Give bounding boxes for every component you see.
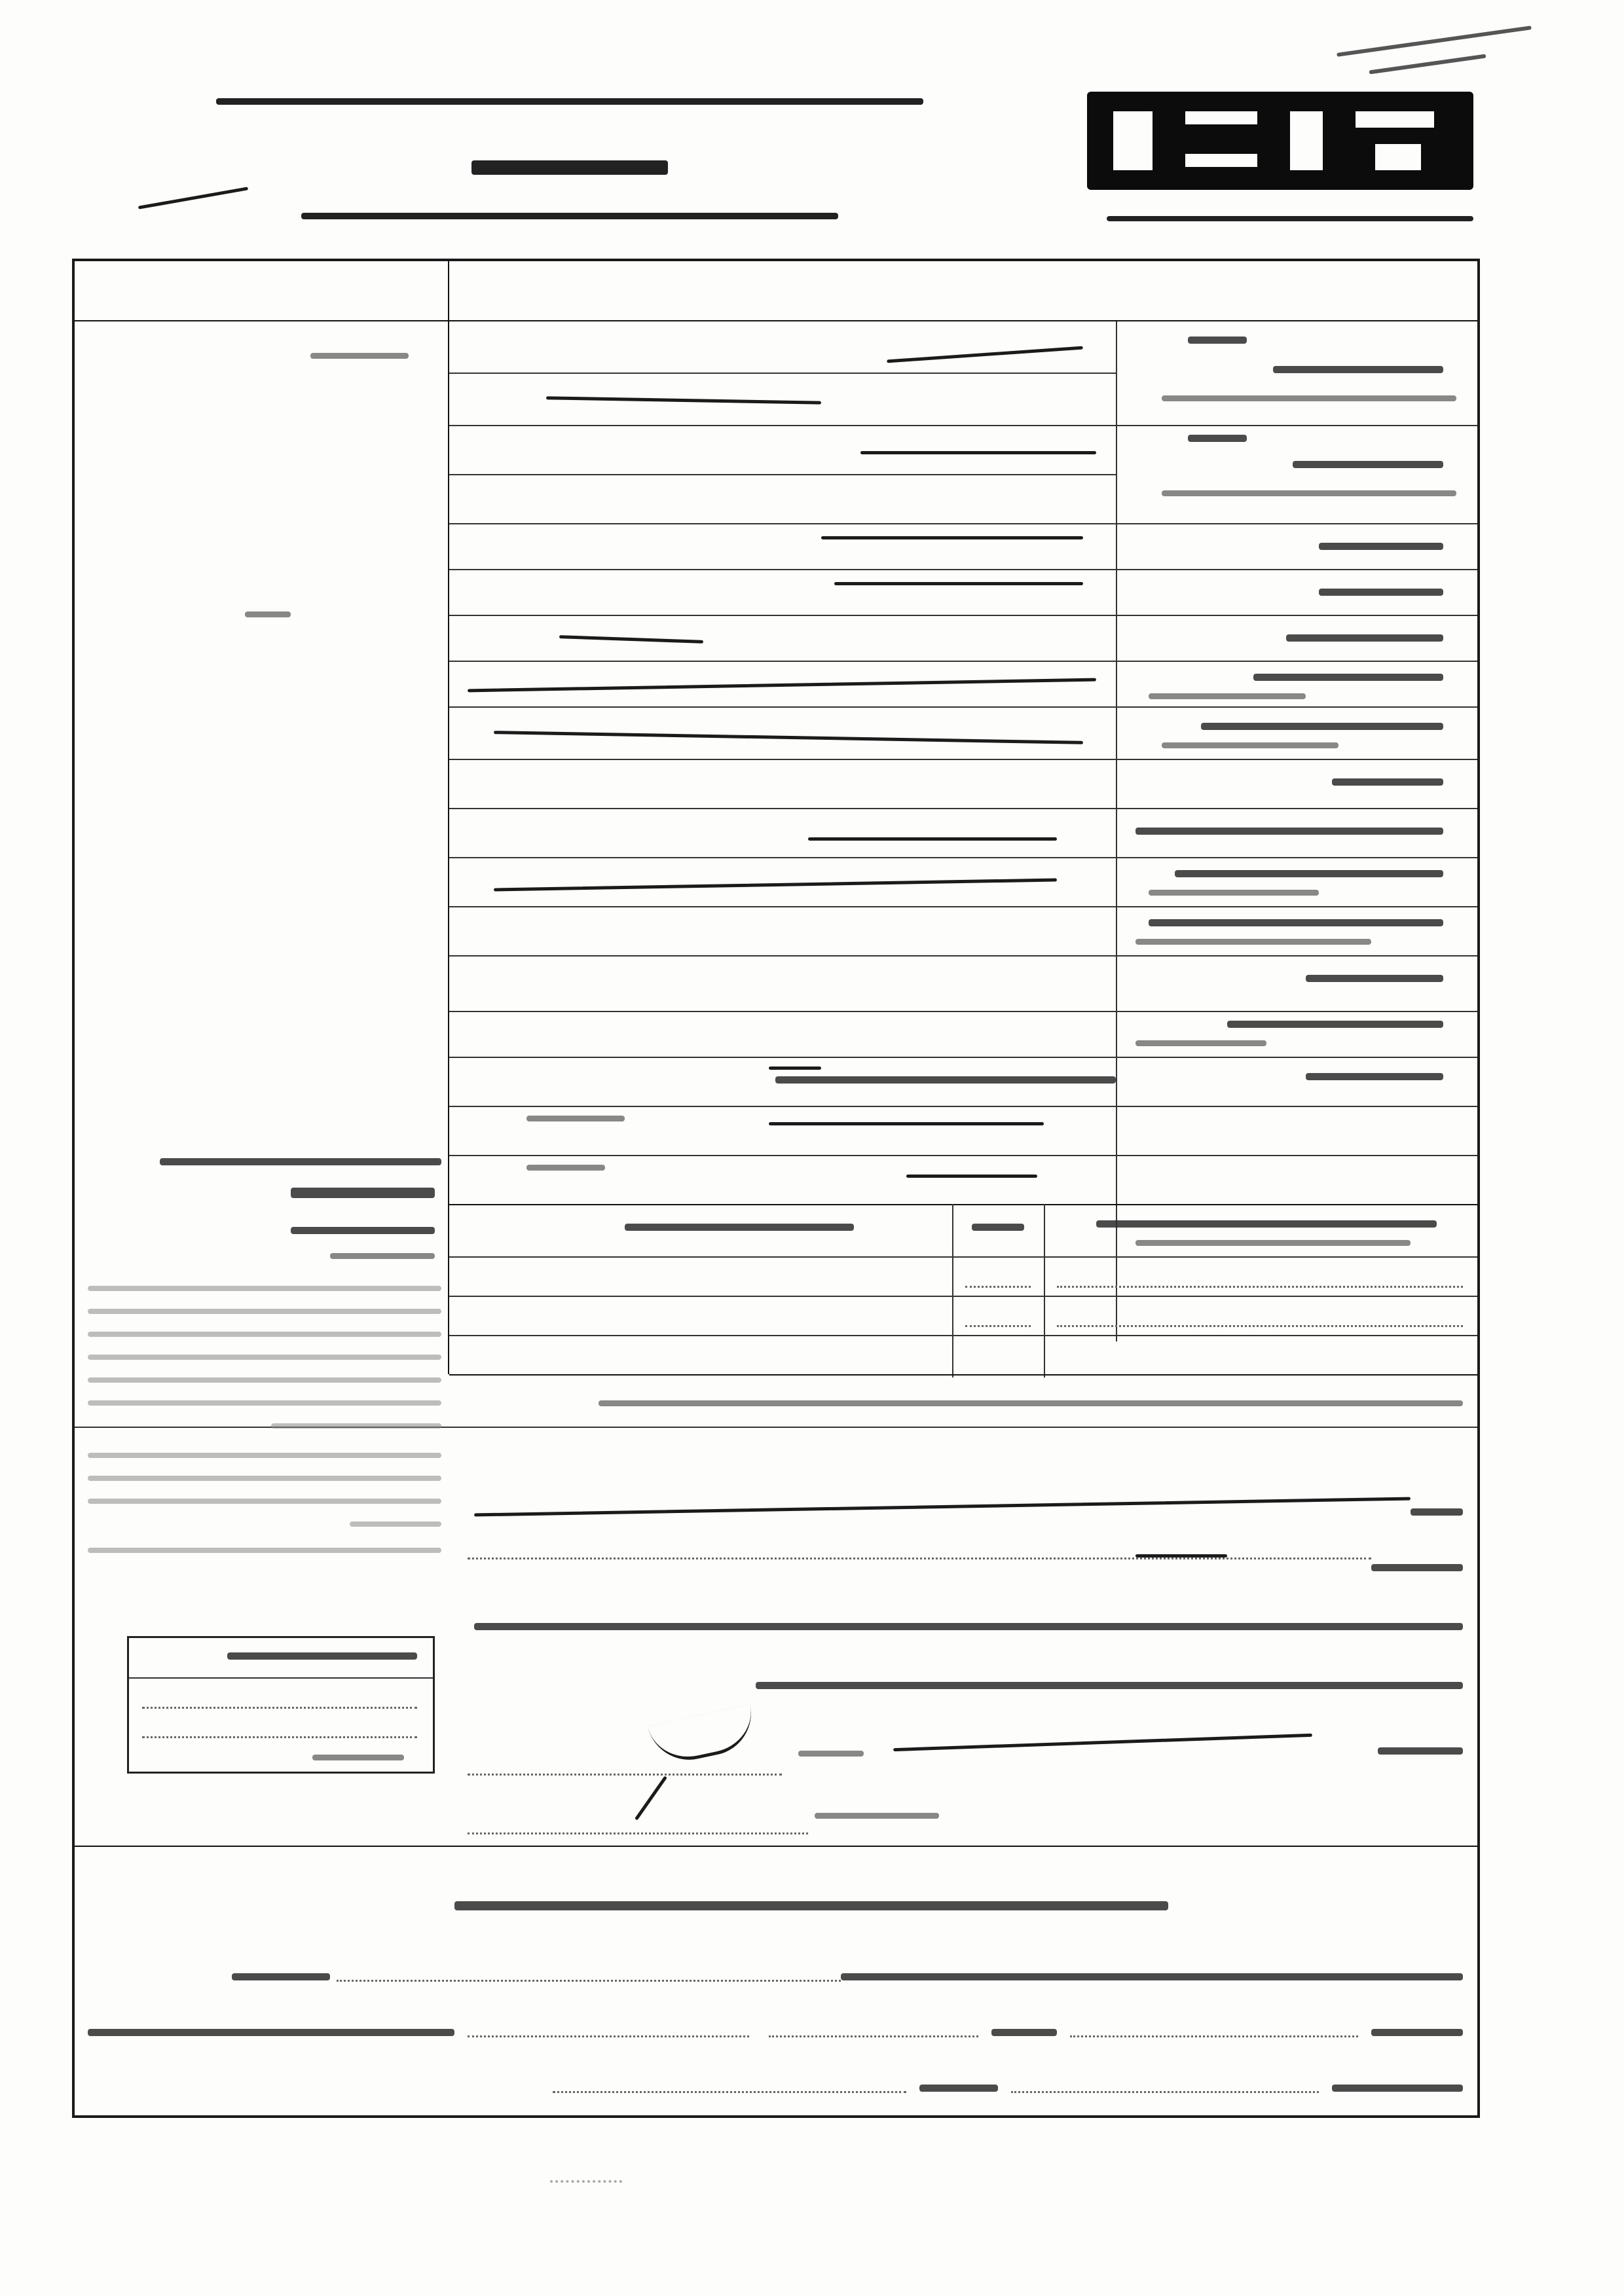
bottom-dots [769,2035,978,2037]
field-placeholder [310,353,409,359]
column-divider-left [448,261,449,1374]
stamp-number-placeholder [312,1755,404,1760]
header-title-bar-3 [301,213,838,219]
bottom-label-placeholder [232,1973,330,1980]
law-title-placeholder [160,1158,441,1165]
law-text-line [88,1286,441,1291]
bottom-label-placeholder [991,2029,1057,2036]
children-header-placeholder [1096,1220,1437,1228]
row-line [449,808,1477,809]
official-signature-stroke [635,1776,667,1820]
row-line [449,425,1477,426]
stamp-line [129,1677,433,1679]
children-header-placeholder [1135,1240,1411,1246]
declaration-label-placeholder [1371,1564,1463,1571]
bottom-label-placeholder [88,2029,454,2036]
declaration-dots [468,1558,1371,1559]
handwritten-entry [887,346,1083,363]
children-section-top [449,1204,1477,1205]
header-title-bar-1 [216,98,923,105]
row-line [449,857,1477,858]
row-line [449,906,1477,907]
handwritten-entry [546,396,821,404]
row-line [449,706,1477,708]
label-placeholder [1286,634,1443,642]
bottom-dots [337,1980,841,1982]
declaration-line-placeholder [756,1682,1463,1689]
row-line [449,759,1477,760]
handwritten-entry [860,451,1096,454]
row-line [449,1155,1477,1156]
children-header-placeholder [625,1224,854,1231]
children-row-line [449,1296,1477,1297]
label-placeholder [1306,975,1443,982]
children-row-dots [1057,1286,1463,1288]
bottom-label-placeholder [1332,2085,1463,2092]
label-placeholder [1162,742,1338,748]
law-text-line [88,1453,441,1458]
header-title-bar-2 [471,160,668,175]
law-source-line [88,1548,441,1553]
row-line [449,615,1477,616]
handwritten-entry [769,1066,821,1070]
label-placeholder [1273,366,1443,373]
official-signature-dots [468,1832,808,1834]
note-placeholder [599,1400,1463,1406]
handwritten-entry [494,731,1083,744]
photo-label-placeholder [245,611,291,617]
label-placeholder [1149,919,1443,926]
handwritten-entry [821,536,1083,539]
label-placeholder [1162,395,1456,401]
handwritten-entry [769,1122,1044,1125]
field-placeholder [526,1165,605,1171]
handwritten-margin-note [138,187,248,209]
children-row-dots [965,1325,1031,1327]
page-mark [550,2180,622,2183]
top-strip-line [75,320,1477,321]
row-line [449,661,1477,662]
row-line [449,955,1477,957]
stamp-dots [142,1736,417,1738]
declaration-label-placeholder [1411,1508,1463,1516]
row-line [449,1011,1477,1012]
row-line [449,474,1116,475]
bottom-title-placeholder [454,1901,1168,1910]
field-placeholder [775,1076,1116,1084]
logo [1087,92,1473,190]
law-text-line [88,1499,441,1504]
label-placeholder [1149,693,1306,699]
handwritten-relation [1135,1554,1227,1558]
stamp-dots [142,1707,417,1709]
children-header-placeholder [972,1224,1024,1231]
row-line [449,523,1477,524]
bottom-line-placeholder [841,1973,1463,1980]
label-placeholder [1135,1040,1266,1046]
declaration-bottom [75,1846,1477,1847]
law-text-line [88,1377,441,1383]
label-placeholder [1319,589,1443,596]
field-placeholder [526,1116,625,1121]
signature-scribble [648,1704,759,1768]
law-title-placeholder [291,1188,435,1198]
label-placeholder [1135,939,1371,945]
row-line [449,373,1116,374]
law-text-line [88,1355,441,1360]
handwritten-declarant [474,1497,1411,1517]
form-frame [72,259,1480,2118]
children-row-dots [1057,1325,1463,1327]
handwritten-number-mark-2 [1369,54,1486,75]
header-address-bar [1107,216,1473,221]
handwritten-entry [494,878,1057,891]
handwritten-entry [559,635,703,644]
label-placeholder [1319,543,1443,550]
bottom-dots [468,2035,749,2037]
label-placeholder [1293,461,1443,468]
row-line [449,569,1477,570]
law-ref-placeholder [330,1253,435,1259]
label-placeholder [1306,1073,1443,1080]
children-section-bottom [449,1374,1477,1376]
law-text-line [271,1423,441,1429]
law-text-line [88,1400,441,1406]
row-line [449,1057,1477,1058]
signature-dots [468,1774,782,1776]
handwritten-number-mark [1337,26,1532,57]
label-placeholder [1175,870,1443,877]
handwritten-entry [808,837,1057,841]
official-signature-label [815,1813,939,1819]
bottom-label-placeholder [1371,2029,1463,2036]
label-placeholder [1227,1021,1443,1028]
citizenship-stamp-box [127,1636,435,1774]
children-row-line [449,1335,1477,1336]
row-line [449,1106,1477,1107]
law-text-line [88,1476,441,1481]
label-placeholder [1149,890,1319,896]
bottom-dots [1011,2091,1319,2093]
bottom-dots [1070,2035,1358,2037]
label-placeholder [1188,435,1247,442]
label-placeholder [1135,828,1443,835]
stamp-title-placeholder [227,1652,417,1660]
law-text-line [350,1522,441,1527]
label-placeholder [1162,490,1456,496]
children-row-line [449,1256,1477,1258]
law-text-line [88,1332,441,1337]
label-placeholder [1253,674,1443,681]
label-placeholder [1188,337,1247,344]
children-row-dots [965,1286,1031,1288]
handwritten-place-date [893,1734,1312,1751]
label-placeholder [1332,778,1443,786]
handwritten-entry [834,582,1083,585]
children-divider-2 [1044,1204,1045,1377]
column-divider-right [1116,320,1117,1341]
handwritten-entry [468,678,1096,693]
bottom-dots [553,2091,906,2093]
bottom-label-placeholder [919,2085,998,2092]
law-text-line [88,1309,441,1314]
law-year-placeholder [291,1227,435,1234]
signature-label-placeholder [798,1751,864,1757]
declaration-label-placeholder [1378,1747,1463,1755]
handwritten-entry [906,1175,1037,1178]
declaration-line-placeholder [474,1623,1463,1630]
label-placeholder [1201,723,1443,730]
children-divider-1 [952,1204,953,1377]
